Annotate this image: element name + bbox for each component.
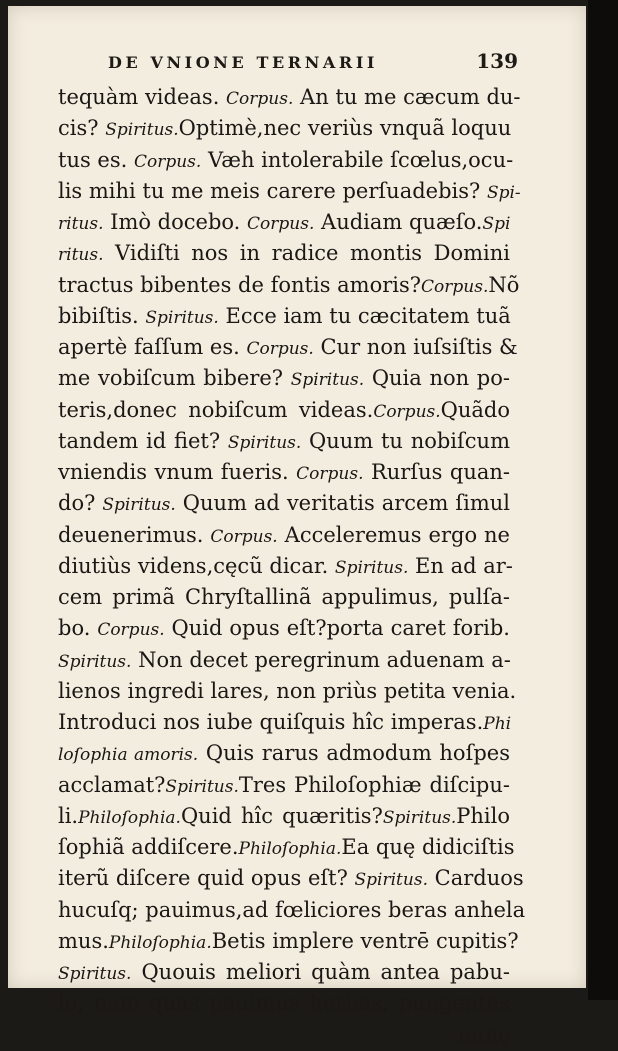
text-segment: deuenerimus.	[58, 522, 211, 547]
text-line	[58, 676, 517, 707]
page-number: 139	[476, 49, 518, 73]
speaker-label: Philoſophia.	[108, 932, 212, 953]
text-line	[58, 82, 521, 113]
text-line	[58, 488, 510, 519]
book-page	[8, 6, 586, 1047]
text-line	[58, 551, 513, 582]
text-segment: lienos ingredi lares, non priùs petita venia.	[58, 678, 517, 703]
speaker-label: Spiritus.	[227, 432, 302, 453]
text-line	[58, 895, 526, 926]
text-segment: diutiùs videns,cęcũ dicar.	[58, 553, 335, 578]
text-segment: teris,donec nobiſcum videas.	[58, 397, 374, 422]
text-segment: Quãdo	[440, 397, 510, 422]
text-line	[58, 457, 510, 488]
text-segment: vniendis vnum fueris.	[58, 460, 297, 484]
text-line	[58, 707, 510, 738]
text-segment: ſophiã addiſcere.	[58, 835, 239, 859]
text-segment: cem primã Chryſtallinã appulimus, pulſa-	[58, 585, 510, 609]
text-line	[58, 520, 510, 551]
text-line	[58, 301, 510, 332]
speaker-label: Corpus.	[373, 401, 441, 422]
text-line	[58, 363, 510, 394]
text-line	[58, 863, 524, 894]
text-segment: Non decet peregrinum aduenam a-	[131, 647, 511, 672]
speaker-label: Corpus.	[97, 620, 165, 641]
speaker-label: Spiritus.	[382, 807, 457, 828]
text-line	[58, 645, 510, 676]
text-segment: apertè faſſum es.	[58, 335, 247, 359]
speaker-label: Philoſophia.	[238, 839, 342, 859]
text-segment: Audiam quæſo.	[314, 210, 483, 234]
text-segment: Quis rarus admodum hoſpes	[198, 741, 510, 766]
text-segment: Philo	[456, 803, 510, 828]
speaker-label: Corpus.	[296, 464, 364, 484]
text-segment: Rurſus quan-	[363, 460, 510, 484]
text-segment: Optimè,nec veriùs vnquã loquu	[178, 116, 512, 141]
speaker-label: Corpus.	[210, 526, 278, 547]
text-segment: me vobiſcum bibere?	[58, 366, 291, 391]
speaker-label: Spiritus.	[58, 651, 132, 672]
text-segment: tandem id fiet?	[58, 428, 228, 453]
text-segment: Cur non iuſsiſtis &	[313, 335, 518, 359]
text-line	[58, 270, 520, 301]
text-segment: Ea quę didiciſtis	[341, 835, 515, 859]
text-segment: lis mihi tu me meis carere perſuadebis?	[58, 178, 487, 203]
speaker-label: Corpus.	[133, 151, 202, 172]
text-segment: lo, nam quas pauimus herbas, pungentes	[58, 991, 510, 1016]
text-segment: tus es.	[58, 147, 134, 172]
speaker-label: Spiritus.	[354, 870, 428, 891]
speaker-label: Philoſophia.	[78, 807, 181, 828]
speaker-label: Spiritus.	[165, 776, 239, 797]
text-segment: bo.	[58, 616, 98, 641]
text-segment: hucuſq; pauimus,ad fœliciores beras anhela	[58, 897, 526, 922]
text-segment: mus.	[58, 928, 109, 953]
text-segment: Quid hîc quæritis?	[180, 803, 383, 828]
text-segment: Introduci nos iube quiſquis hîc imperas.	[58, 710, 484, 734]
text-line	[58, 770, 510, 801]
text-segment: li.	[58, 803, 79, 828]
speaker-label: Spiritus.	[58, 964, 132, 984]
speaker-label: Corpus.	[421, 276, 489, 297]
text-segment: Quum ad veritatis arcem ſimul	[175, 491, 510, 516]
text-line	[58, 426, 510, 457]
speaker-label: ritus.	[58, 245, 104, 266]
text-segment: bibiſtis.	[58, 303, 146, 328]
text-segment: do?	[58, 491, 103, 516]
speaker-label: Corpus.	[226, 89, 294, 109]
speaker-label: Spiritus.	[145, 307, 219, 328]
text-segment: An tu me cæcum du-	[293, 85, 521, 109]
text-segment: cis?	[58, 116, 106, 141]
text-segment: Carduos	[427, 866, 524, 891]
text-segment: tractus bibentes de fontis amoris?	[58, 272, 422, 297]
running-head: DE VNIONE TERNARII	[108, 53, 378, 72]
speaker-label: Phi	[483, 714, 512, 734]
text-line	[58, 395, 510, 426]
text-line	[58, 176, 521, 207]
text-segment: En ad ar-	[408, 553, 513, 578]
text-segment: Quum tu nobiſcum	[301, 428, 510, 453]
text-segment: Væh intolerabile ſcœlus,ocu-	[201, 147, 514, 172]
speaker-label: ritus.	[58, 214, 104, 234]
text-segment: tequàm videas.	[58, 85, 227, 109]
text-line	[58, 801, 510, 832]
speaker-label: Corpus.	[246, 339, 314, 359]
text-segment: Ecce iam tu cæcitatem tuã	[218, 303, 511, 328]
text-segment: Betis implere ventrē cupitis?	[211, 928, 519, 953]
text-line	[58, 1020, 510, 1051]
text-line	[58, 145, 514, 176]
text-segment: acclamat?	[58, 772, 166, 797]
text-segment: Tres Philoſophiæ diſcipu-	[238, 772, 510, 797]
text-segment: Quia non po-	[364, 366, 510, 391]
speaker-label: Spiritus.	[334, 557, 409, 578]
text-line	[58, 332, 518, 363]
text-line	[58, 738, 510, 769]
text-segment: Quid opus eſt?porta caret forib.	[164, 616, 510, 641]
text-segment: Imò docebo.	[103, 210, 248, 234]
text-segment: nunç	[457, 1022, 510, 1047]
text-line	[58, 926, 519, 957]
text-segment: Quouis meliori quàm antea pabu-	[131, 960, 510, 984]
text-segment: Nõ	[488, 272, 520, 297]
speaker-label: Spi-	[486, 182, 521, 203]
speaker-label: Spiritus.	[290, 370, 365, 391]
speaker-label: loſophia amoris.	[58, 745, 199, 766]
speaker-label: Spi	[482, 214, 511, 234]
text-segment: Acceleremus ergo ne	[277, 522, 510, 547]
text-line	[58, 238, 510, 269]
speaker-label: Spiritus.	[102, 495, 176, 516]
text-line	[58, 832, 515, 863]
text-segment: Vidiſti nos in radice montis Domini	[103, 241, 510, 266]
page-header	[108, 49, 518, 77]
page-body-text	[58, 82, 526, 1051]
text-line	[58, 613, 510, 644]
text-line	[58, 113, 510, 144]
text-line	[58, 988, 510, 1019]
scan-edge-shadow	[588, 0, 618, 1000]
text-line	[58, 582, 510, 613]
text-line	[58, 957, 510, 988]
speaker-label: Corpus.	[247, 214, 315, 234]
text-segment: iterũ diſcere quid opus eſt?	[58, 866, 355, 891]
text-line	[58, 207, 510, 238]
speaker-label: Spiritus.	[105, 120, 179, 141]
